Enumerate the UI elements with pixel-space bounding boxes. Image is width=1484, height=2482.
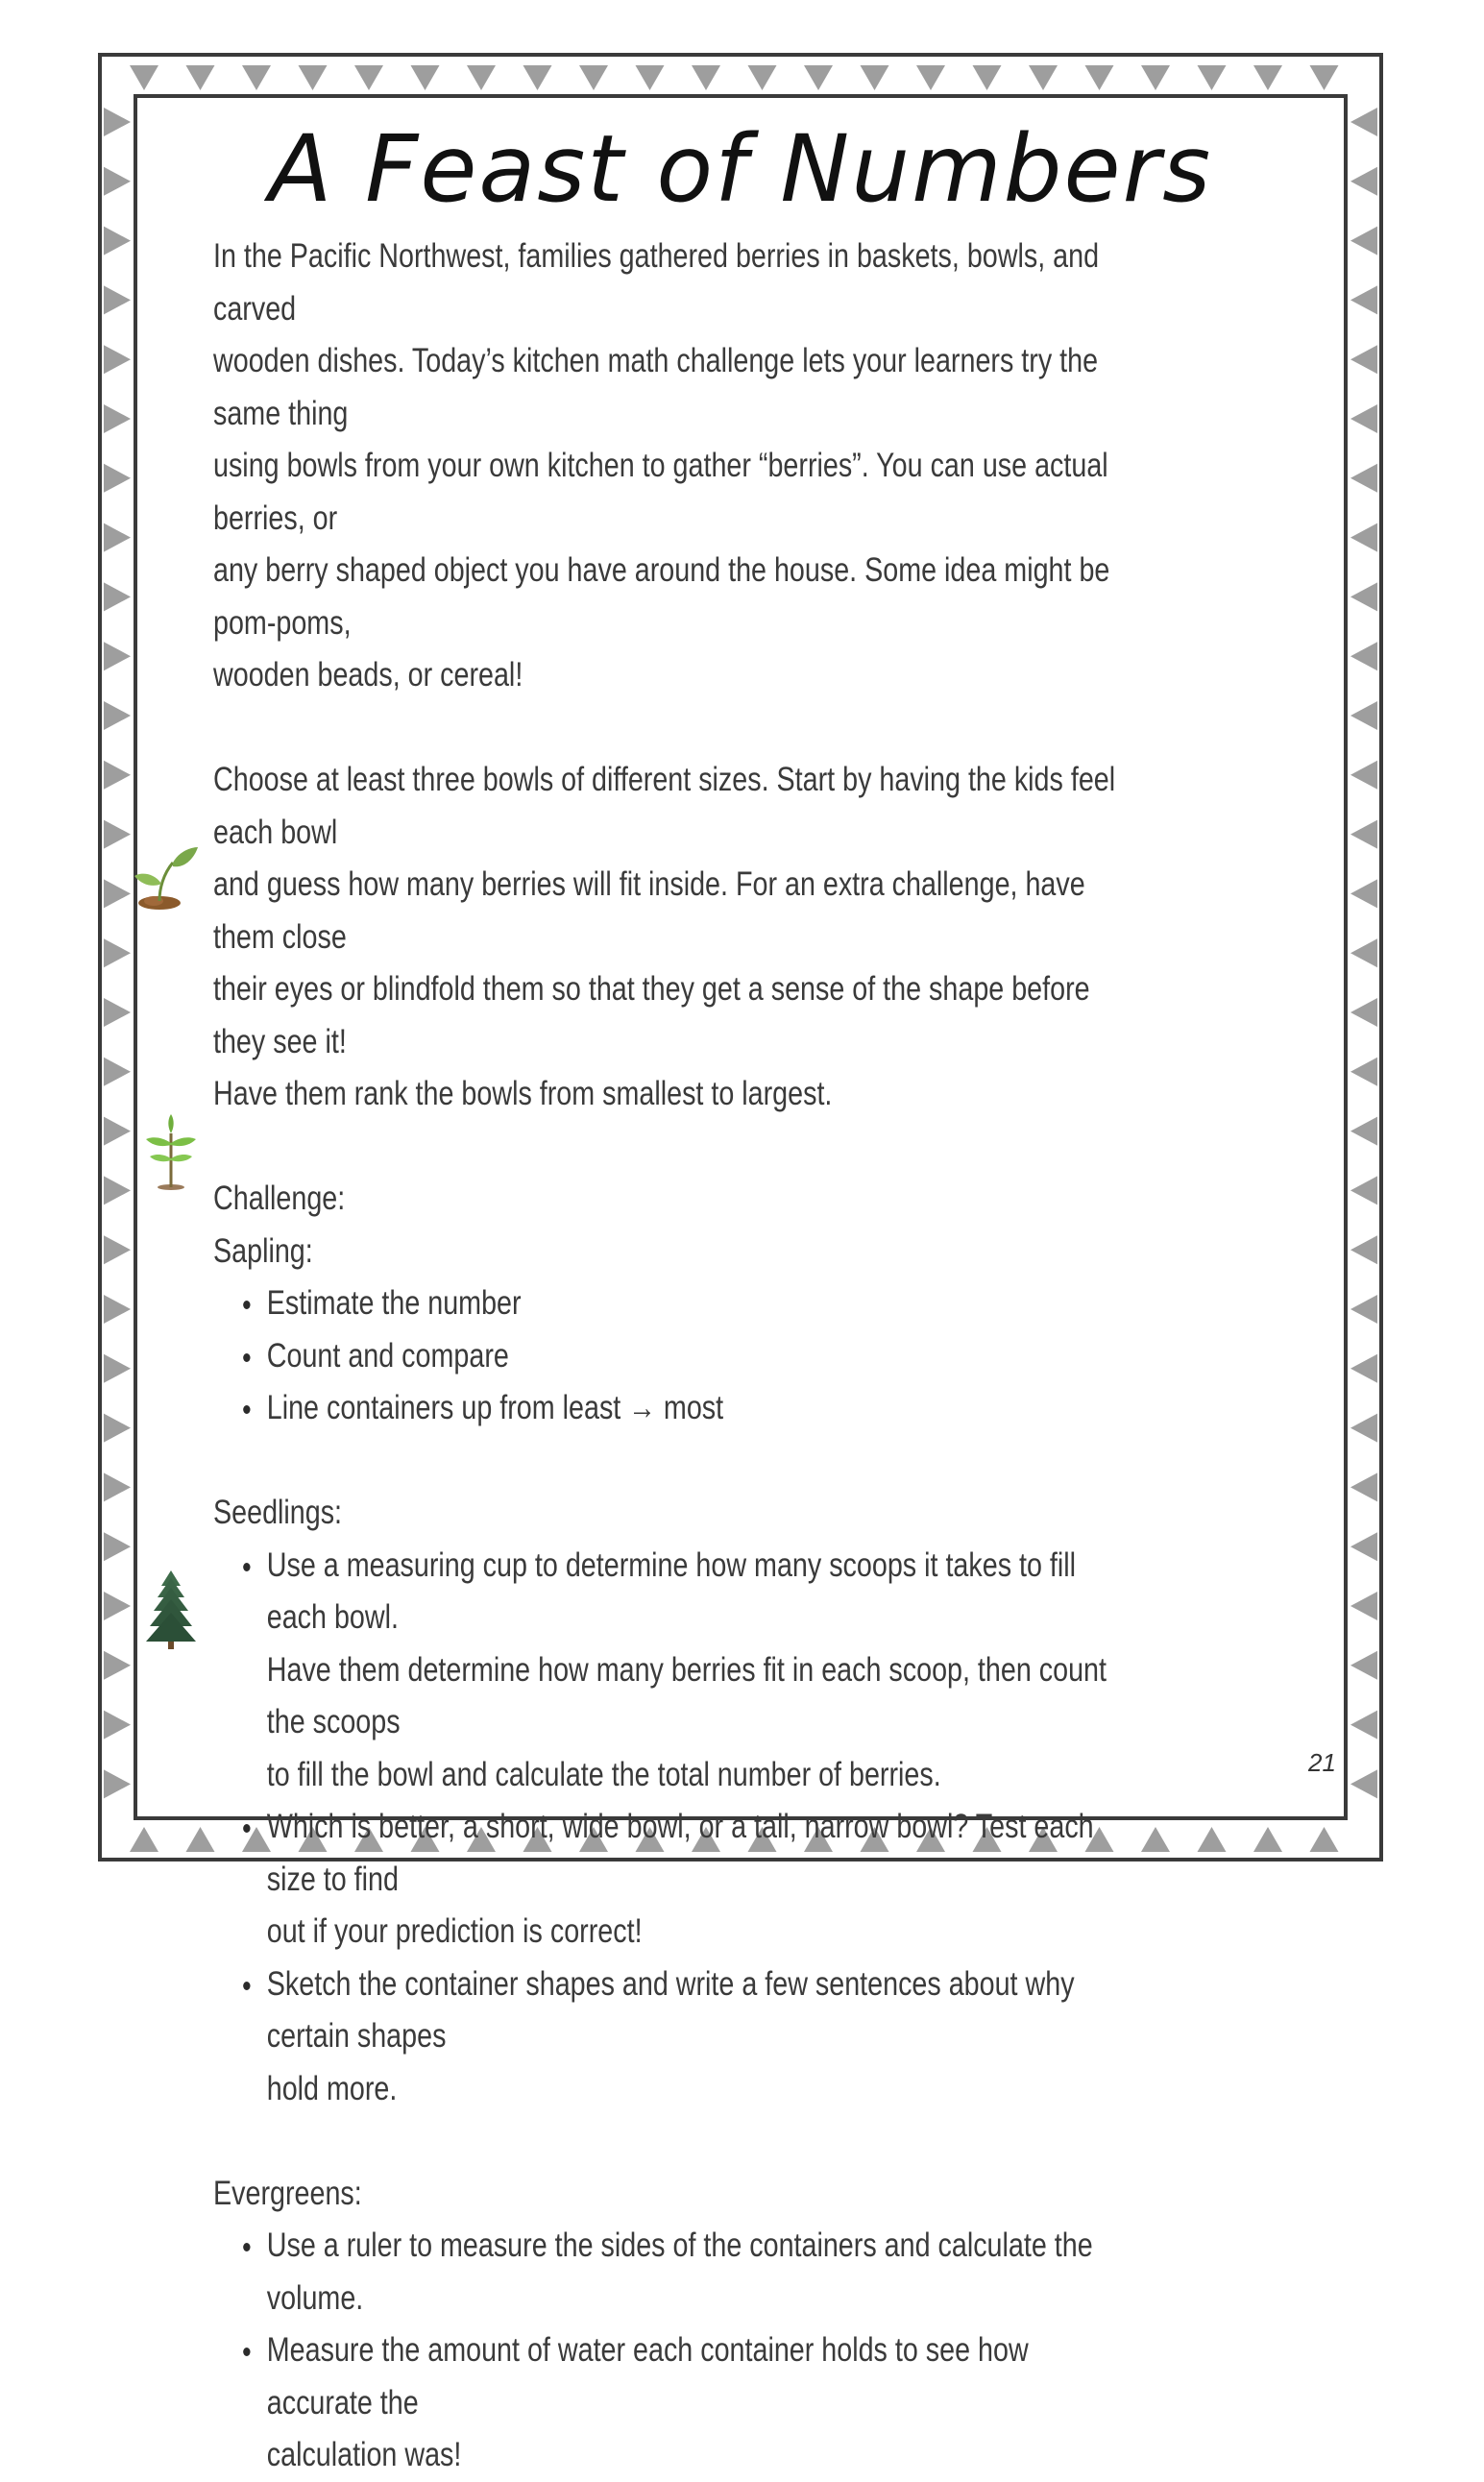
border-triangle bbox=[1350, 1354, 1377, 1383]
border-triangle bbox=[1350, 938, 1377, 967]
page-number: 21 bbox=[1308, 1748, 1336, 1777]
border-triangle bbox=[467, 65, 496, 90]
sapling-list bbox=[213, 1278, 1127, 1435]
border-triangle bbox=[1310, 1827, 1339, 1852]
list-item: Estimate the number bbox=[267, 1278, 1127, 1330]
border-triangle bbox=[104, 998, 131, 1027]
border-triangle bbox=[186, 65, 215, 90]
border-triangle bbox=[1350, 1472, 1377, 1501]
border-triangle bbox=[1350, 1058, 1377, 1086]
border-triangle bbox=[104, 1711, 131, 1740]
border-triangle bbox=[104, 523, 131, 552]
border-triangle bbox=[104, 1532, 131, 1561]
border-triangle bbox=[579, 65, 608, 90]
border-triangle bbox=[1198, 65, 1227, 90]
evergreens-label: Evergreens: bbox=[213, 2174, 362, 2212]
list-item: Use a measuring cup to determine how many scoops it takes to fill each bowl. Have them determine how many berries fit in each scoop, then count the scoops to fill the bowl and calculate the total number of berries. bbox=[267, 1540, 1127, 1802]
border-triangle bbox=[1350, 1117, 1377, 1146]
border-triangle bbox=[1350, 1769, 1377, 1798]
border-triangle bbox=[1029, 65, 1058, 90]
border-triangle bbox=[1350, 1651, 1377, 1680]
border-triangle bbox=[1310, 65, 1339, 90]
border-triangle bbox=[1141, 65, 1170, 90]
border-triangle bbox=[104, 108, 131, 136]
border-triangle bbox=[1350, 1295, 1377, 1324]
border-triangle bbox=[1141, 1827, 1170, 1852]
border-triangle bbox=[1350, 523, 1377, 552]
text-line: their eyes or blindfold them so that they get a sense of the shape before they see it! bbox=[213, 970, 1090, 1060]
border-triangle bbox=[1350, 642, 1377, 670]
seedlings-label: Seedlings: bbox=[213, 1494, 343, 1531]
border-triangle bbox=[104, 938, 131, 967]
border-triangle bbox=[1350, 1176, 1377, 1204]
border-triangle bbox=[104, 701, 131, 730]
border-triangle bbox=[104, 345, 131, 374]
list-item: Count and compare bbox=[267, 1330, 1127, 1383]
border-triangle bbox=[1350, 582, 1377, 611]
border-triangle bbox=[1253, 1827, 1282, 1852]
intro-paragraph bbox=[213, 231, 1127, 702]
border-triangle bbox=[104, 1176, 131, 1204]
border-triangle bbox=[104, 227, 131, 256]
border-triangle bbox=[692, 65, 720, 90]
border-triangle bbox=[1350, 820, 1377, 849]
border-triangle bbox=[104, 285, 131, 314]
top-triangle-row bbox=[130, 65, 1339, 90]
border-triangle bbox=[804, 65, 833, 90]
border-triangle bbox=[1198, 1827, 1227, 1852]
border-triangle bbox=[1350, 1592, 1377, 1620]
text-line: using bowls from your own kitchen to gather “berries”. You can use actual berries, or bbox=[213, 447, 1108, 537]
border-triangle bbox=[916, 65, 945, 90]
border-triangle bbox=[104, 167, 131, 196]
border-triangle bbox=[104, 582, 131, 611]
list-item: Line containers up from least → most bbox=[267, 1382, 1127, 1435]
border-triangle bbox=[1350, 879, 1377, 908]
border-triangle bbox=[104, 642, 131, 670]
border-triangle bbox=[1350, 1711, 1377, 1740]
border-triangle bbox=[299, 65, 328, 90]
border-triangle bbox=[104, 1651, 131, 1680]
border-triangle bbox=[130, 65, 158, 90]
border-triangle bbox=[1350, 1532, 1377, 1561]
border-triangle bbox=[973, 65, 1002, 90]
border-triangle bbox=[1350, 464, 1377, 493]
border-triangle bbox=[104, 464, 131, 493]
list-item: Which is better, a short, wide bowl, or a tall, narrow bowl? Test each size to find out if your prediction is correct! bbox=[267, 1801, 1127, 1959]
border-triangle bbox=[1350, 285, 1377, 314]
sapling-label: Sapling: bbox=[213, 1231, 313, 1270]
border-triangle bbox=[1350, 1414, 1377, 1443]
border-triangle bbox=[636, 65, 665, 90]
border-triangle bbox=[104, 820, 131, 849]
border-triangle bbox=[104, 1592, 131, 1620]
border-triangle bbox=[523, 65, 552, 90]
border-triangle bbox=[104, 761, 131, 790]
text-line: In the Pacific Northwest, families gathered berries in baskets, bowls, and carved bbox=[213, 237, 1100, 328]
instructions-paragraph bbox=[213, 754, 1127, 1121]
border-triangle bbox=[861, 65, 889, 90]
border-triangle bbox=[1350, 761, 1377, 790]
document-body bbox=[213, 231, 1127, 2482]
border-triangle bbox=[104, 1295, 131, 1324]
text-line: wooden beads, or cereal! bbox=[213, 656, 523, 694]
border-triangle bbox=[104, 404, 131, 433]
border-triangle bbox=[104, 1354, 131, 1383]
border-triangle bbox=[748, 65, 777, 90]
evergreen-tree-icon bbox=[144, 1570, 198, 1649]
text-line: Choose at least three bowls of different sizes. Start by having the kids feel each bowl bbox=[213, 761, 1116, 851]
evergreens-list bbox=[213, 2220, 1127, 2482]
seedlings-list bbox=[213, 1540, 1127, 2116]
right-triangle-column bbox=[1350, 108, 1377, 1798]
border-triangle bbox=[104, 1058, 131, 1086]
border-triangle bbox=[130, 1827, 158, 1852]
border-triangle bbox=[104, 1235, 131, 1264]
border-triangle bbox=[186, 1827, 215, 1852]
border-triangle bbox=[1350, 108, 1377, 136]
list-item: Sketch the container shapes and write a few sentences about why certain shapes hold more. bbox=[267, 1959, 1127, 2116]
border-triangle bbox=[1350, 345, 1377, 374]
list-item: Use a ruler to measure the sides of the containers and calculate the volume. bbox=[267, 2220, 1127, 2324]
text-line: Have them rank the bowls from smallest to largest. bbox=[213, 1075, 833, 1112]
border-triangle bbox=[104, 1414, 131, 1443]
border-triangle bbox=[104, 1117, 131, 1146]
border-triangle bbox=[411, 65, 440, 90]
border-triangle bbox=[1253, 65, 1282, 90]
page-title: A Feast of Numbers bbox=[268, 115, 1213, 223]
text-line: and guess how many berries will fit inside. For an extra challenge, have them close bbox=[213, 865, 1085, 956]
left-triangle-column bbox=[104, 108, 131, 1798]
challenge-label: Challenge: bbox=[213, 1180, 346, 1217]
border-triangle bbox=[1085, 65, 1114, 90]
border-triangle bbox=[1350, 404, 1377, 433]
text-line: any berry shaped object you have around the house. Some idea might be pom-poms, bbox=[213, 551, 1110, 642]
list-item: Measure the amount of water each container holds to see how accurate the calculation was! bbox=[267, 2324, 1127, 2482]
border-triangle bbox=[1350, 998, 1377, 1027]
sprout-icon bbox=[131, 845, 200, 912]
border-triangle bbox=[104, 879, 131, 908]
border-triangle bbox=[104, 1769, 131, 1798]
border-triangle bbox=[1350, 167, 1377, 196]
border-triangle bbox=[354, 65, 383, 90]
text-line: wooden dishes. Today’s kitchen math challenge lets your learners try the same thing bbox=[213, 342, 1099, 432]
border-triangle bbox=[242, 65, 271, 90]
border-triangle bbox=[1350, 1235, 1377, 1264]
border-triangle bbox=[1350, 701, 1377, 730]
border-triangle bbox=[104, 1472, 131, 1501]
young-tree-icon bbox=[142, 1114, 200, 1191]
border-triangle bbox=[1350, 227, 1377, 256]
